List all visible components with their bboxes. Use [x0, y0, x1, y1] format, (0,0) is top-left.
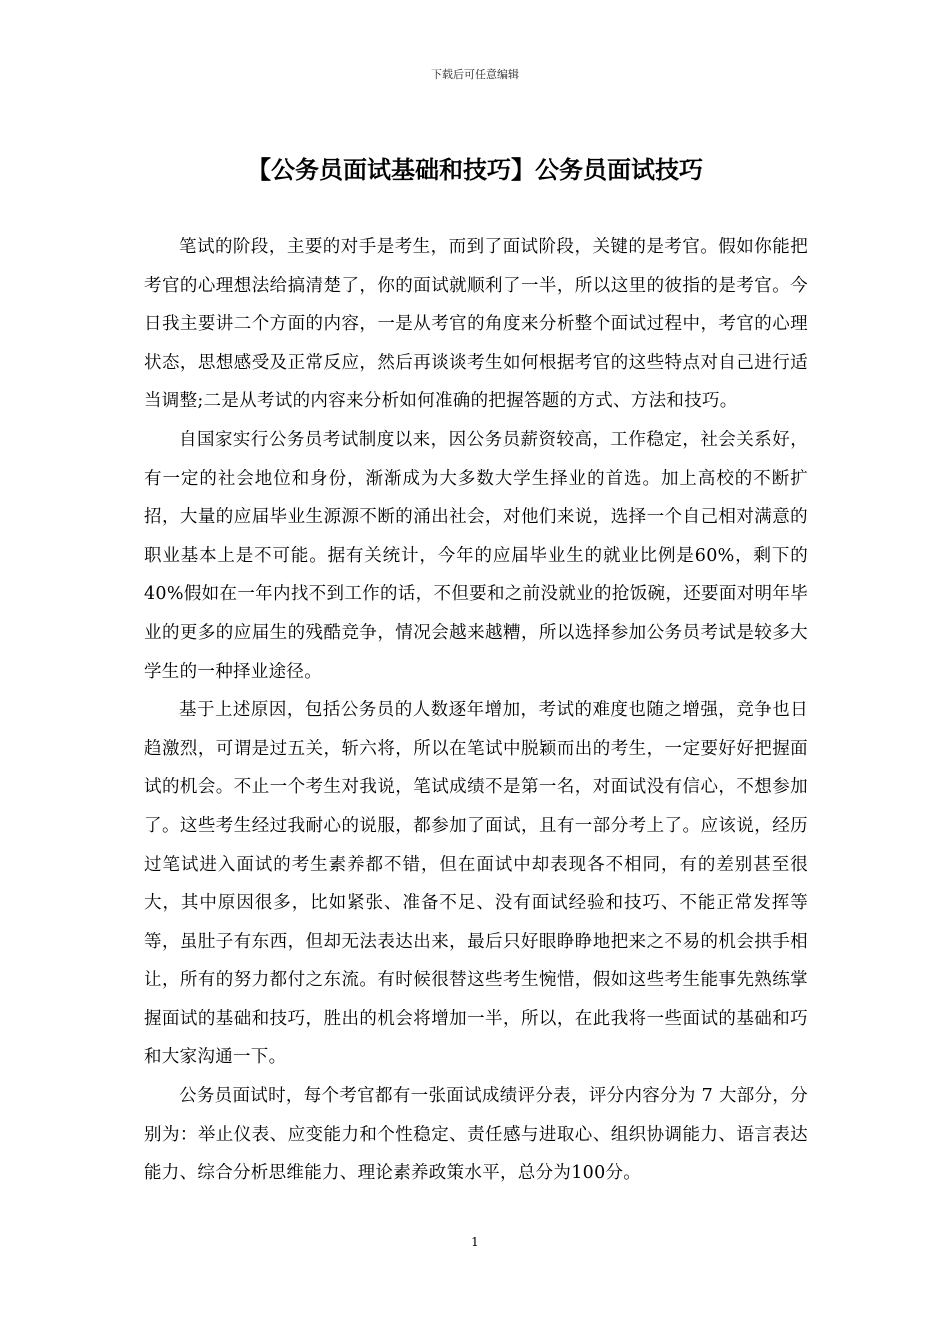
- paragraph: 基于上述原因，包括公务员的人数逐年增加，考试的难度也随之增强，竞争也日趋激烈，可谓是过五关，斩六将，所以在笔试中脱颖而出的考生，一定要好好把握面试的机会。不止一个考生对我说，笔试成绩不是第一名，对面试没有信心，不想参加了。这些考生经过我耐心的说服，都参加了面试，且有一部分考上了。应该说，经历过笔试进入面试的考生素养都不错，但在面试中却表现各不相同，有的差别甚至很大，其中原因很多，比如紧张、准备不足、没有面试经验和技巧、不能正常发挥等等，虽肚子有东西，但却无法表达出来，最后只好眼睁睁地把来之不易的机会拱手相让，所有的努力都付之东流。有时候很替这些考生惋惜，假如这些考生能事先熟练掌握面试的基础和技巧，胜出的机会将增加一半，所以，在此我将一些面试的基础和巧和大家沟通一下。: [144, 700, 808, 1068]
- paragraph: 自国家实行公务员考试制度以来，因公务员薪资较高，工作稳定，社会关系好，有一定的社会地位和身份，渐渐成为大多数大学生择业的首选。加上高校的不断扩招，大量的应届毕业生源源不断的涌出社会，对他们来说，选择一个自己相对满意的职业基本上是不可能。据有关统计，今年的应届毕业生的就业比例是60%，剩下的40%假如在一年内找不到工作的话，不但要和之前没就业的抢饭碗，还要面对明年毕业的更多的应届生的残酷竞争，情况会越来越糟，所以选择参加公务员考试是较多大学生的一种择业途径。: [144, 429, 808, 682]
- document-body: [144, 228, 808, 1193]
- paragraph: 笔试的阶段，主要的对手是考生，而到了面试阶段，关键的是考官。假如你能把考官的心理想法给搞清楚了，你的面试就顺利了一半，所以这里的彼指的是考官。今日我主要讲二个方面的内容，一是从考官的角度来分析整个面试过程中，考官的心理状态，思想感受及正常反应，然后再谈谈考生如何根据考官的这些特点对自己进行适当调整;二是从考试的内容来分析如何准确的把握答题的方式、方法和技巧。: [144, 237, 808, 412]
- document-title: 【公务员面试基础和技巧】公务员面试技巧: [247, 156, 703, 184]
- page-number: 1: [471, 1235, 479, 1249]
- paragraph: 公务员面试时，每个考官都有一张面试成绩评分表，评分内容分为 7 大部分，分别为：举止仪表、应变能力和个性稳定、责任感与进取心、组织协调能力、语言表达能力、综合分析思维能力、理论素养政策水平，总分为100分。: [144, 1086, 808, 1184]
- header-note: 下载后可任意编辑: [431, 68, 519, 81]
